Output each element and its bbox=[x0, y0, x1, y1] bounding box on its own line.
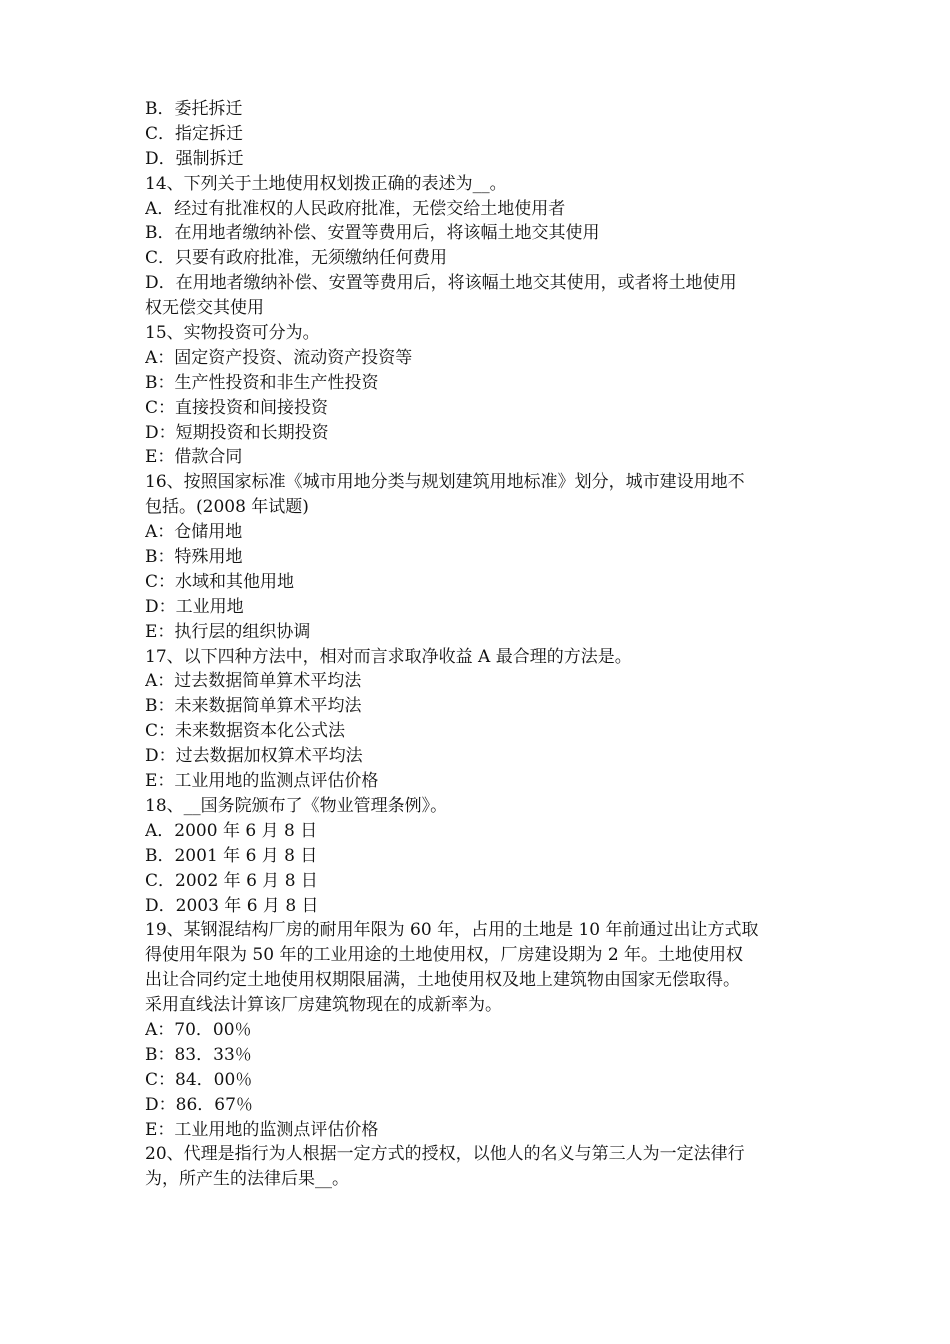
option-line: C：未来数据资本化公式法 bbox=[145, 721, 346, 742]
question-17: 17、以下四种方法中，相对而言求取净收益 A 最合理的方法是。 bbox=[145, 646, 632, 667]
question-19-continued: 采用直线法计算该厂房建筑物现在的成新率为。 bbox=[145, 995, 502, 1016]
option-line: B．委托拆迁 bbox=[145, 99, 243, 119]
option-line: E：借款合同 bbox=[145, 447, 243, 468]
option-line: A．2000 年 6 月 8 日 bbox=[145, 820, 318, 841]
option-line: B．2001 年 6 月 8 日 bbox=[145, 845, 318, 866]
option-line: E：执行层的组织协调 bbox=[145, 621, 311, 642]
option-line: A：70．00％ bbox=[145, 1019, 252, 1040]
option-line: C．2002 年 6 月 8 日 bbox=[145, 870, 318, 891]
option-line: D：短期投资和长期投资 bbox=[145, 422, 329, 443]
option-line: C．只要有政府批准，无须缴纳任何费用 bbox=[145, 248, 448, 269]
option-line: A．经过有批准权的人民政府批准，无偿交给土地使用者 bbox=[145, 198, 566, 219]
question-19: 19、某钢混结构厂房的耐用年限为 60 年，占用的土地是 10 年前通过出让方式取 bbox=[145, 920, 759, 941]
question-18: 18、__国务院颁布了《物业管理条例》。 bbox=[145, 795, 448, 816]
question-19-continued: 得使用年限为 50 年的工业用途的土地使用权，厂房建设期为 2 年。土地使用权 bbox=[145, 945, 744, 966]
option-line: C：水域和其他用地 bbox=[145, 571, 295, 592]
option-line: D：工业用地 bbox=[145, 596, 244, 617]
option-line: E：工业用地的监测点评估价格 bbox=[145, 1119, 379, 1140]
option-line: D：过去数据加权算术平均法 bbox=[145, 746, 363, 767]
option-line: E：工业用地的监测点评估价格 bbox=[145, 771, 379, 792]
option-line: B：83．33％ bbox=[145, 1044, 252, 1065]
option-line: A：仓储用地 bbox=[145, 522, 243, 543]
question-20-continued: 为，所产生的法律后果__。 bbox=[145, 1169, 349, 1190]
document-text bbox=[145, 97, 817, 1192]
question-20: 20、代理是指行为人根据一定方式的授权，以他人的名义与第三人为一定法律行 bbox=[145, 1144, 745, 1165]
question-16-continued: 包括。(2008 年试题) bbox=[145, 497, 309, 518]
option-line: D．强制拆迁 bbox=[145, 148, 244, 169]
option-line: B：未来数据简单算术平均法 bbox=[145, 696, 362, 717]
option-line: C：直接投资和间接投资 bbox=[145, 397, 329, 418]
question-15: 15、实物投资可分为。 bbox=[145, 323, 320, 344]
option-line: A：过去数据简单算术平均法 bbox=[145, 671, 362, 692]
question-14: 14、下列关于土地使用权划拨正确的表述为__。 bbox=[145, 173, 507, 194]
question-19-continued: 出让合同约定土地使用权期限届满，土地使用权及地上建筑物由国家无偿取得。 bbox=[145, 970, 740, 991]
question-16: 16、按照国家标准《城市用地分类与规划建筑用地标准》划分，城市建设用地不 bbox=[145, 472, 745, 493]
option-line: C：84．00％ bbox=[145, 1069, 253, 1090]
option-line-continued: 权无偿交其使用 bbox=[145, 298, 264, 319]
option-line: C．指定拆迁 bbox=[145, 123, 244, 144]
option-line: D．在用地者缴纳补偿、安置等费用后，将该幅土地交其使用，或者将土地使用 bbox=[145, 273, 737, 294]
option-line: B：特殊用地 bbox=[145, 547, 243, 568]
option-line: B：生产性投资和非生产性投资 bbox=[145, 372, 379, 393]
option-line: A：固定资产投资、流动资产投资等 bbox=[145, 347, 413, 368]
option-line: D：86．67％ bbox=[145, 1094, 253, 1115]
option-line: B．在用地者缴纳补偿、安置等费用后，将该幅土地交其使用 bbox=[145, 223, 600, 244]
option-line: D．2003 年 6 月 8 日 bbox=[145, 895, 319, 916]
